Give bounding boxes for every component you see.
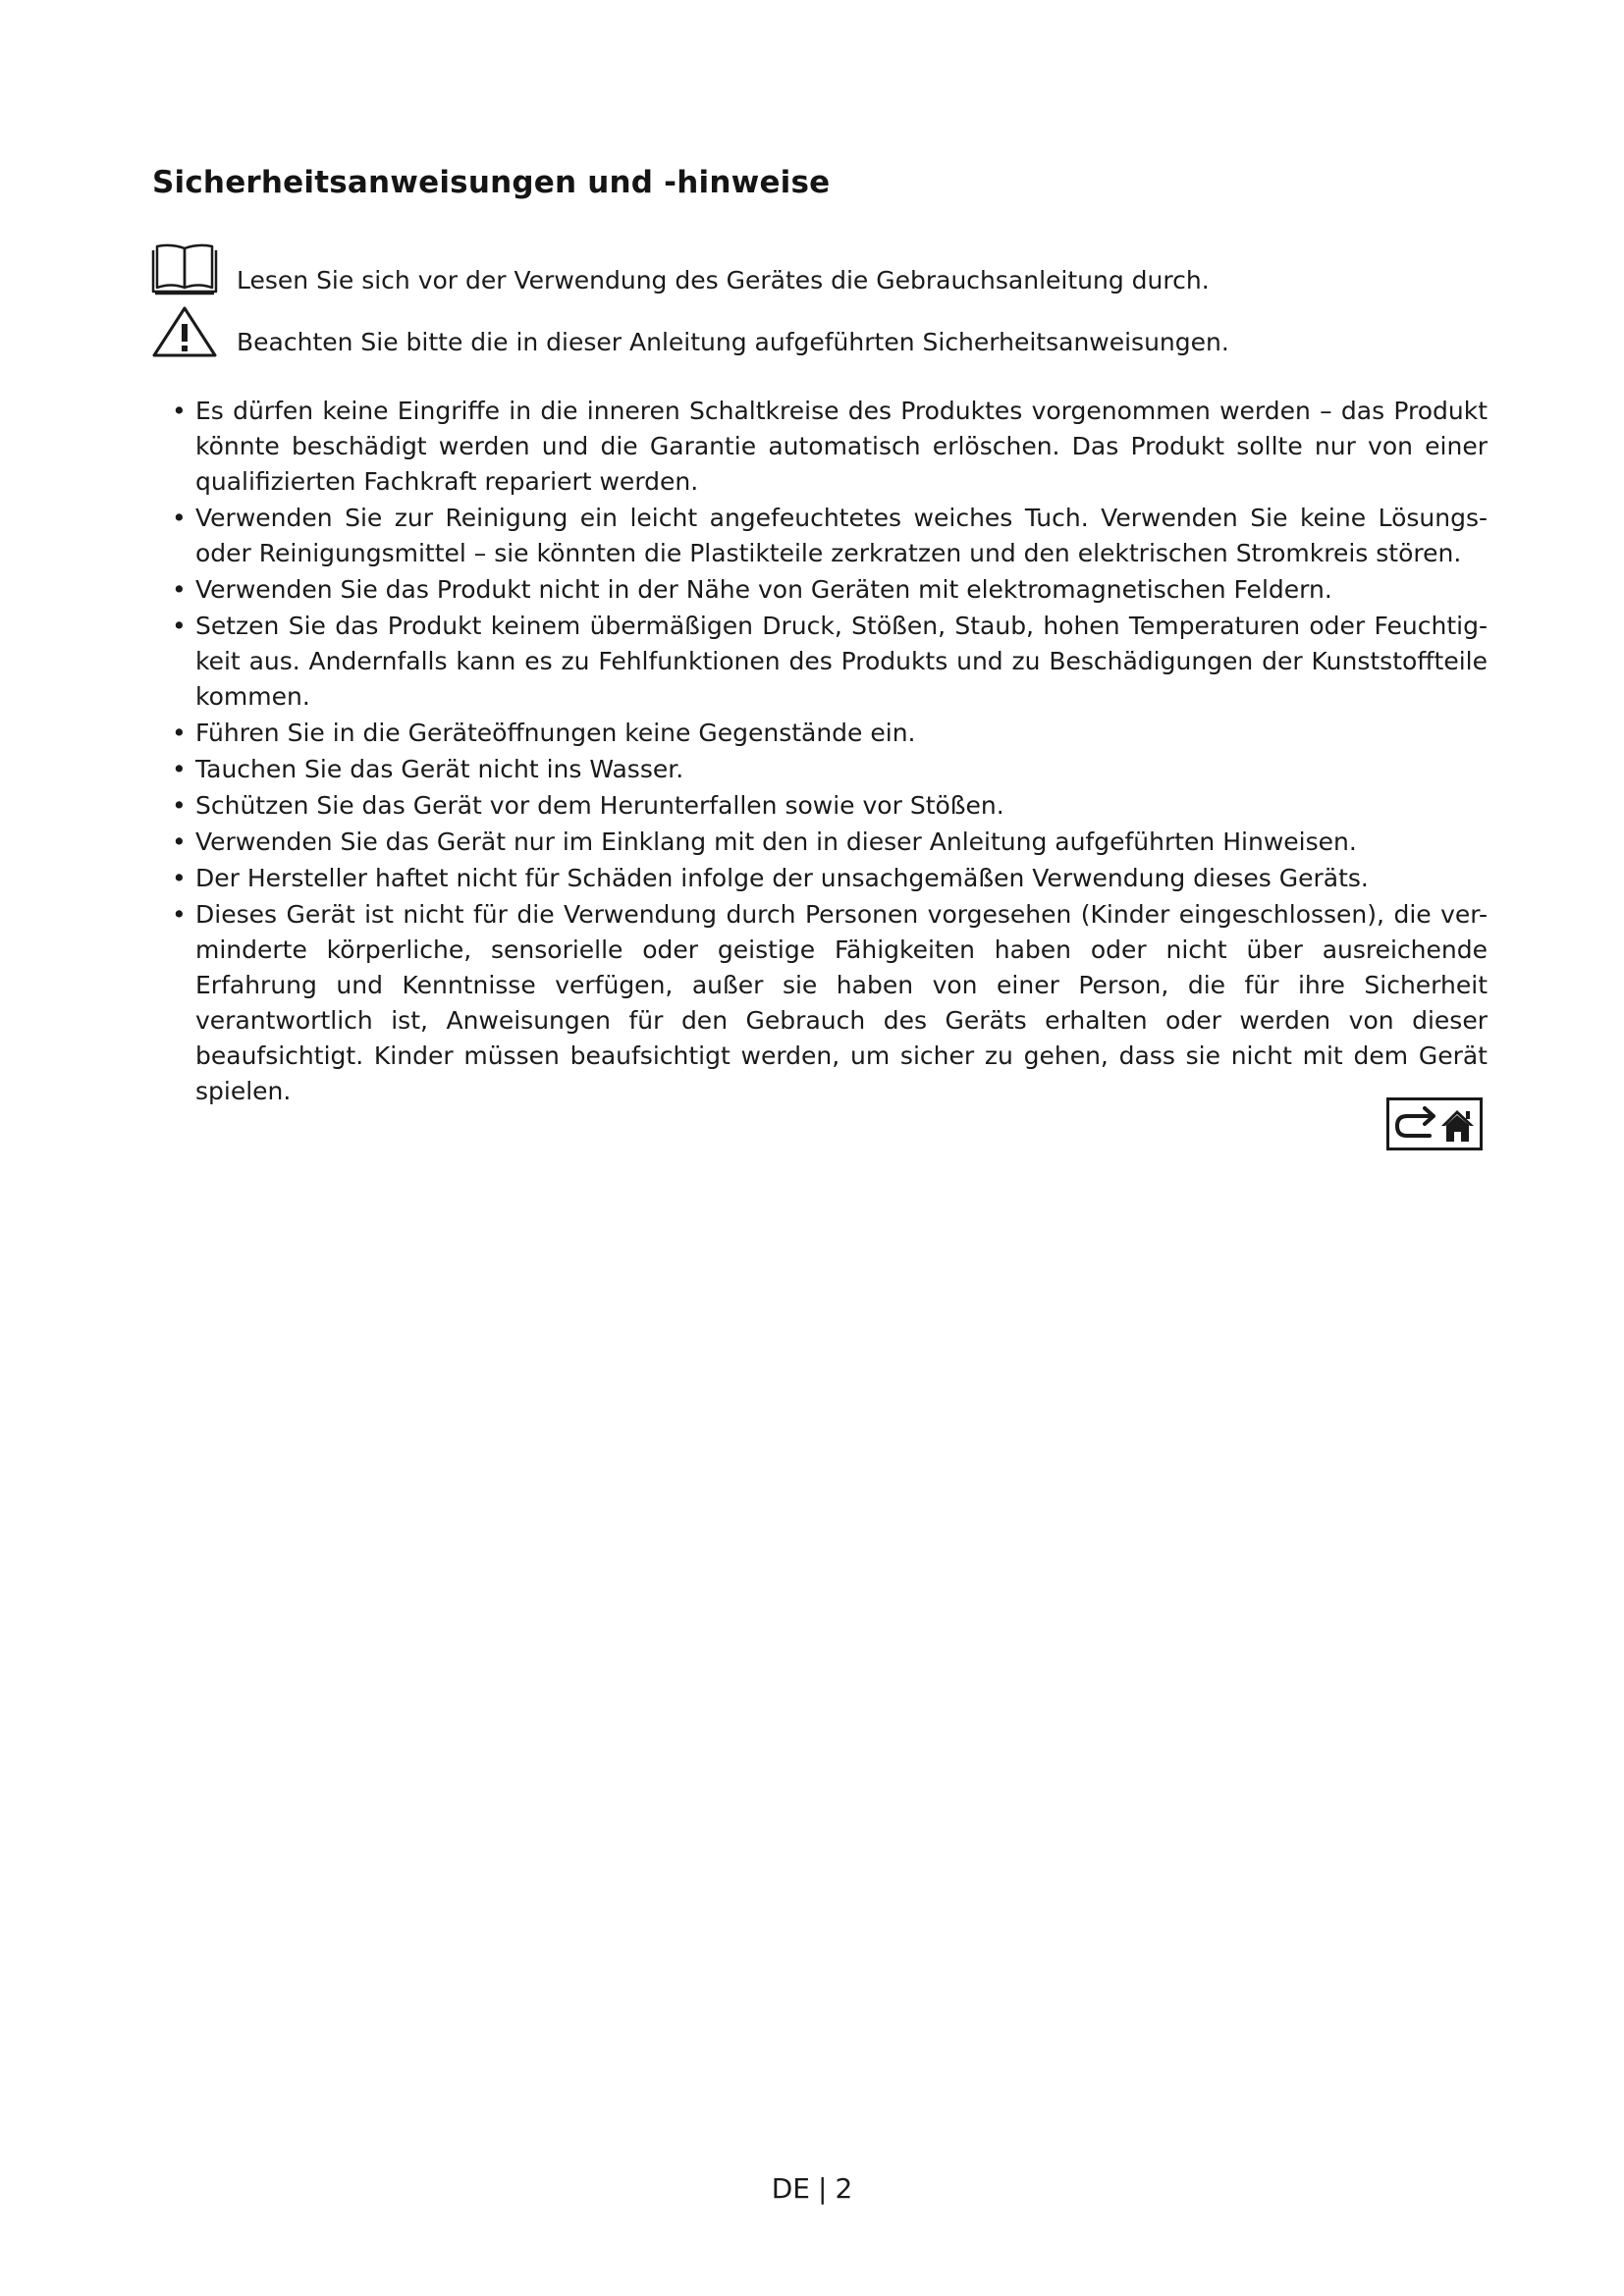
list-item [172,897,1488,1109]
list-item [172,501,1488,571]
bullet-icon: • [172,828,187,856]
bullet-icon: • [172,755,187,783]
notice-text: Beachten Sie bitte die in dieser Anleitung aufgeführten Sicherheitsanweisungen. [237,328,1229,356]
list-item-text: Der Hersteller haftet nicht für Schäden infolge der unsachgemäßen Verwendung dieses Geräts. [195,864,1369,892]
list-item-text: Es dürfen keine Eingriffe in die inneren Schaltkreise des Produktes vorgenommen werden – das Produkt könnte beschädigt werden und die Garantie automatisch erlöschen. Das Produkt sollte nur von einer qualifizierten Fachkraft repariert werden. [195,397,1488,496]
page-separator: | [818,2172,828,2205]
list-item [172,788,1488,824]
list-item-text: Verwenden Sie das Produkt nicht in der Nähe von Geräten mit elektromagnetischen Feldern. [195,575,1332,604]
page-title: Sicherheitsanweisungen und -hinweise [152,165,831,200]
return-to-home-button[interactable] [1386,1097,1483,1150]
notice-read-manual [150,242,1486,297]
bullet-icon: • [172,864,187,892]
list-item-text: Dieses Gerät ist nicht für die Verwendung durch Personen vorgesehen (Kinder eingeschlossen), die ver-minderte körperliche, sensorielle oder geistige Fähigkeiten haben oder nicht über ausreichende Erfahrung und Kenntnisse verfügen, außer sie haben von einer Person, die für ihre Sicherheit verantwortlich ist, Anweisungen für den Gebrauch des Geräts erhalten oder werden von dieser beaufsichtigt. Kinder müssen beaufsichtigt werden, um sicher zu gehen, dass sie nicht mit dem Gerät spielen. [195,900,1488,1105]
list-item-text: Führen Sie in die Geräteöffnungen keine Gegenstände ein. [195,719,916,747]
bullet-icon: • [172,575,187,604]
manual-book-icon [150,242,219,297]
list-item-text: Tauchen Sie das Gerät nicht ins Wasser. [195,755,684,783]
bullet-icon: • [172,900,187,929]
page-number [0,2172,1624,2205]
bullet-icon: • [172,719,187,747]
notice-text: Lesen Sie sich vor der Verwendung des Gerätes die Gebrauchsanleitung durch. [237,266,1210,294]
list-item-text: Verwenden Sie das Gerät nur im Einklang mit den in dieser Anleitung aufgeführten Hinweisen. [195,828,1357,856]
notice-safety-warning [150,304,1486,359]
return-to-home-icon [1389,1100,1480,1148]
list-item-text: Setzen Sie das Produkt keinem übermäßigen Druck, Stößen, Staub, hohen Temperaturen oder Feuchtig-keit aus. Andernfalls kann es zu Fehlfunktionen des Produkts und zu Beschädigungen der Kunststoffteile kommen. [195,612,1488,711]
list-item [172,609,1488,715]
page-number-value: 2 [835,2172,853,2205]
list-item [172,572,1488,608]
list-item [172,825,1488,860]
list-item [172,716,1488,751]
list-item-text: Schützen Sie das Gerät vor dem Herunterfallen sowie vor Stößen. [195,791,1004,820]
bullet-icon: • [172,504,187,532]
warning-triangle-icon [150,304,219,359]
list-item [172,394,1488,500]
list-item [172,752,1488,787]
safety-instructions-list [172,394,1488,1110]
bullet-icon: • [172,612,187,640]
page-language: DE [771,2172,810,2205]
bullet-icon: • [172,397,187,425]
list-item [172,861,1488,896]
bullet-icon: • [172,791,187,820]
list-item-text: Verwenden Sie zur Reinigung ein leicht angefeuchtetes weiches Tuch. Verwenden Sie keine Lösungs- oder Reinigungsmittel – sie könnten die Plastikteile zerkratzen und den elektrischen Stromkreis stören. [195,504,1488,567]
